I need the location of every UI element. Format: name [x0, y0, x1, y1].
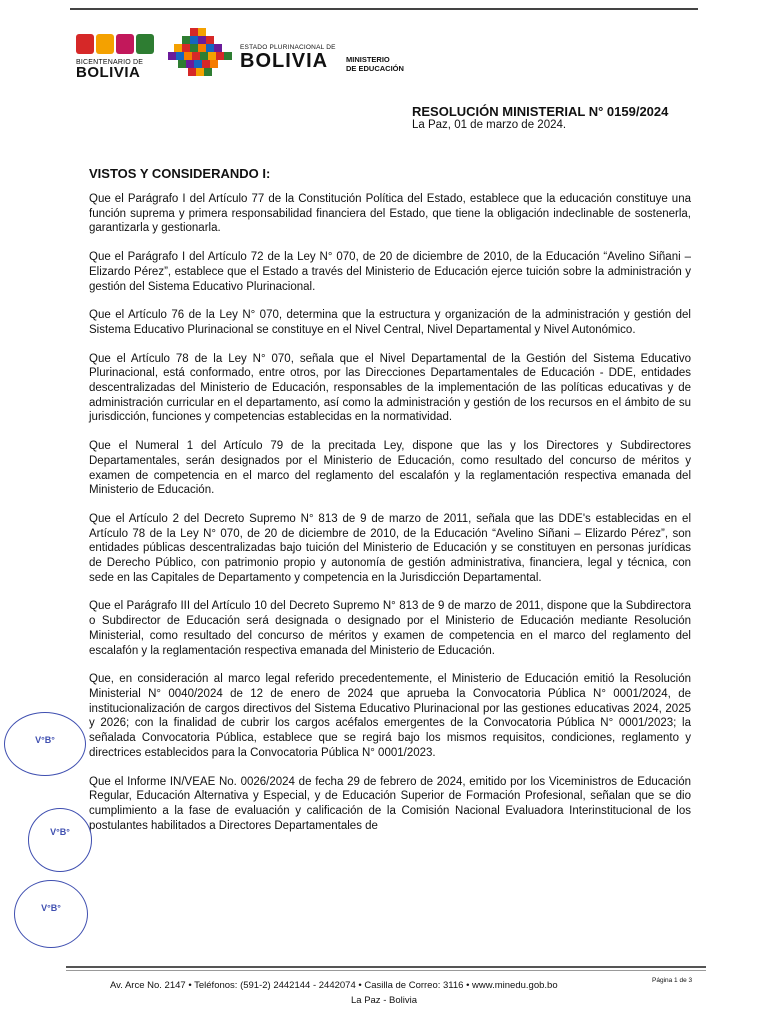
estado-plurinacional-logo: [240, 44, 336, 71]
bicentenario-small-text: BICENTENARIO DE: [76, 59, 144, 66]
stamp-label: V°B°: [41, 903, 61, 913]
footer-city: La Paz - Bolivia: [350, 995, 417, 1006]
bicentenario-big-text: BOLIVIA: [76, 64, 141, 81]
paragraph: Que el Artículo 76 de la Ley N° 070, determina que la estructura y organización de la administración y gestión del Sistema Educativo Plurinacional se constituye en el Nivel Central, Nivel Departamental y Nivel Autonómico.: [89, 309, 691, 336]
ministerio-line2: DE EDUCACIÓN: [346, 64, 404, 73]
footer-address: Av. Arce No. 2147 • Teléfonos: (591-2) 2442144 - 2442074 • Casilla de Correo: 3116 • www.minedu.gob.bo: [110, 980, 558, 991]
approval-stamp-1: [4, 712, 86, 776]
paragraph: Que el Numeral 1 del Artículo 79 de la precitada Ley, dispone que las y los Directores y Subdirectores Departamentales, serán designados por el Ministerio de Educación, como resultado del concurso de méritos y examen de competencia en el marco del reglamento del escalafón y la reglamentación respectiva emanada del Ministerio de Educación.: [89, 440, 691, 497]
footer-page-number: Página 1 de 3: [652, 977, 693, 984]
paragraph: Que el Parágrafo I del Artículo 72 de la Ley N° 070, de 20 de diciembre de 2010, de la Educación “Avelino Siñani – Elizardo Pérez”, establece que el Estado a través del Ministerio de Educación ejerce tuición sobre la administración y gestión del Sistema Educativo Plurinacional.: [89, 251, 691, 293]
document-body: [89, 192, 691, 847]
paragraph: Que, en consideración al marco legal referido precedentemente, el Ministerio de Educación emitió la Resolución Ministerial N° 0040/2024 de 12 de enero de 2024 que aprueba la Convocatoria Pública N° 0001/2024, de institucionalización de cargos directivos del Sistema Educativo Plurinacional por las gestiones educativas 2024, 2025 y 2026; con la finalidad de cubrir los cargos acéfalos emergentes de la Convocatoria Pública N° 0001/2023; la señalada Convocatoria Pública, establece que se regirá bajo los mismos requisitos, condiciones, reglamento y directrices establecidos para la Convocatoria Pública N° 0001/2023.: [89, 673, 691, 759]
bicentenario-icons: [76, 34, 156, 56]
ministerio-logo: [346, 55, 404, 73]
resolution-title: RESOLUCIÓN MINISTERIAL N° 0159/2024: [412, 104, 669, 119]
approval-stamp-3: [14, 880, 88, 948]
top-rule: [70, 8, 698, 10]
section-heading: VISTOS Y CONSIDERANDO I:: [89, 166, 271, 181]
estado-big-text: BOLIVIA: [240, 50, 329, 72]
resolution-date: La Paz, 01 de marzo de 2024.: [412, 119, 567, 131]
wiphala-emblem-icon: [168, 28, 232, 80]
paragraph: Que el Informe IN/VEAE No. 0026/2024 de fecha 29 de febrero de 2024, emitido por los Viceministros de Educación Regular, Educación Alternativa y Especial, y de Educación Superior de Formación Profesional, señalan que se dio cumplimiento a la fase de evaluación y calificación de la Comisión Nacional Evaluadora Interinstitucional de los postulantes habilitados a Directores Departamentales de: [89, 775, 691, 832]
stamp-label: V°B°: [50, 827, 70, 837]
ministerio-line1: MINISTERIO: [346, 55, 390, 64]
footer-rule-thin: [66, 970, 706, 971]
paragraph: Que el Artículo 78 de la Ley N° 070, señala que el Nivel Departamental de la Gestión del Sistema Educativo Plurinacional, está conformado, entre otros, por las Direcciones Departamentales de Educación - DDE, entidades descentralizadas del Ministerio de Educación, responsables de la implementación de las políticas educativas y de administración curricular en el departamento, así como la administración y gestión de los recursos en el ámbito de su jurisdicción, funciones y competencias establecidas en la normatividad.: [89, 352, 691, 424]
bicentenario-red-icon: [76, 34, 94, 54]
stamp-label: V°B°: [35, 735, 55, 745]
approval-stamp-2: [28, 808, 92, 872]
bicentenario-green-icon: [136, 34, 154, 54]
estado-small-text: ESTADO PLURINACIONAL DE: [240, 44, 336, 51]
footer-rule: [66, 966, 706, 968]
paragraph: Que el Parágrafo I del Artículo 77 de la Constitución Política del Estado, establece que la educación constituye una función suprema y primera responsabilidad financiera del Estado, que tiene la obligación indeclinable de sostenerla, garantizarla y gestionarla.: [89, 193, 691, 235]
bicentenario-magenta-icon: [116, 34, 134, 54]
paragraph: Que el Artículo 2 del Decreto Supremo N° 813 de 9 de marzo de 2011, señala que las DDE's establecidas en el Artículo 78 de la Ley N° 070, de 20 de diciembre de 2010, de la Educación “Avelino Siñani – Elizardo Pérez”, son entidades públicas descentralizadas bajo tuición del Ministerio de Educación y se constituyen en personas jurídicas de Derecho Público, con patrimonio propio y autonomía de gestión administrativa, financiera, legal y técnica, con sede en las Capitales de Departamento y competencia en la Jurisdicción Departamental.: [89, 512, 691, 584]
bicentenario-logo: [76, 34, 156, 82]
bicentenario-yellow-icon: [96, 34, 114, 54]
paragraph: Que el Parágrafo III del Artículo 10 del Decreto Supremo N° 813 de 9 de marzo de 2011, dispone que la Subdirectora o Subdirector de Educación será designada o designado por el Ministerio de Educación mediante Resolución Ministerial, como resultado del concurso de méritos y examen de competencia en el marco del reglamento del escalafón y la reglamentación respectiva emanada del Ministerio de Educación.: [89, 600, 691, 657]
